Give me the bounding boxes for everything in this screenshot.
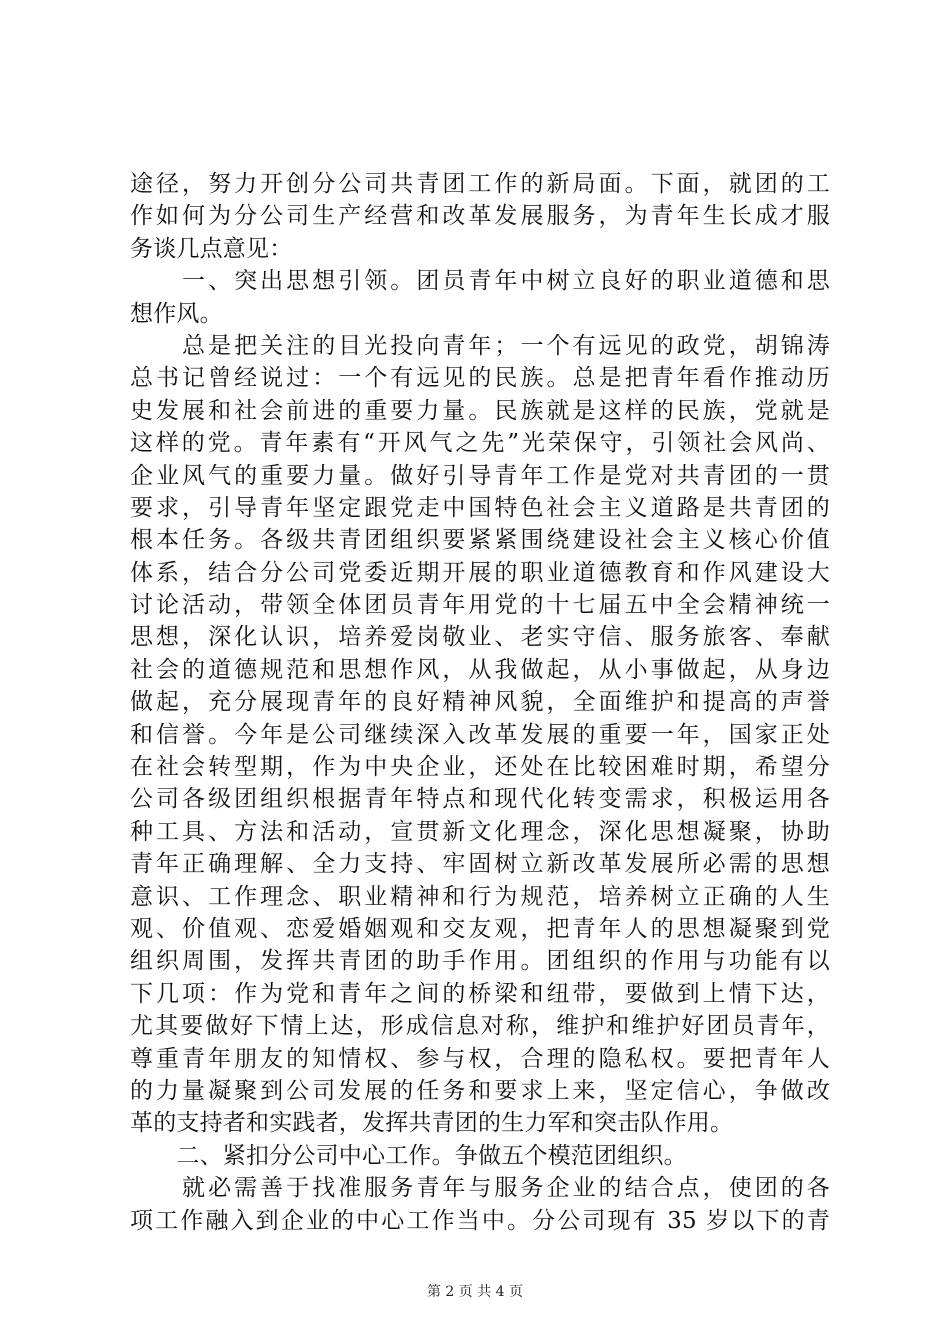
text-line: 尊重青年朋友的知情权、参与权，合理的隐私权。要把青年人 [130,1045,830,1072]
text-line: 就必需善于找准服务青年与服务企业的结合点，使团的各 [130,1175,830,1202]
page-footer: 第 2 页 共 4 页 [426,1284,524,1300]
text-line: 在社会转型期，作为中央企业，还处在比较困难时期，希望分 [130,754,830,781]
text-line: 尤其要做好下情上达，形成信息对称，维护和维护好团员青年， [130,1013,830,1040]
text-line: 讨论活动，带领全体团员青年用党的十七届五中全会精神统一 [130,592,830,619]
text-line: 要求，引导青年坚定跟党走中国特色社会主义道路是共青团的 [130,494,830,521]
text-line: 企业风气的重要力量。做好引导青年工作是党对共青团的一贯 [130,462,830,489]
body-text [130,168,830,1237]
text-line: 二、紧扣分公司中心工作。争做五个模范团组织。 [130,1142,687,1169]
text-line: 务谈几点意见： [130,235,293,262]
text-line: 项工作融入到企业的中心工作当中。分公司现有 35 岁以下的青 [130,1207,830,1234]
text-line: 总是把关注的目光投向青年；一个有远见的政党，胡锦涛 [130,332,830,359]
text-line: 青年正确理解、全力支持、牢固树立新改革发展所必需的思想 [130,851,830,878]
text-line: 的力量凝聚到公司发展的任务和要求上来，坚定信心，争做改 [130,1077,830,1104]
text-line: 途径，努力开创分公司共青团工作的新局面。下面，就团的工 [130,171,830,197]
text-line: 观、价值观、恋爱婚姻观和交友观，把青年人的思想凝聚到党 [130,915,830,942]
text-line: 组织周围，发挥共青团的助手作用。团组织的作用与功能有以 [130,948,830,975]
text-line: 做起，充分展现青年的良好精神风貌，全面维护和提高的声誉 [130,689,830,716]
text-line: 下几项：作为党和青年之间的桥梁和纽带，要做到上情下达， [130,980,830,1007]
text-line: 作如何为分公司生产经营和改革发展服务，为青年生长成才服 [130,203,830,230]
text-line: 社会的道德规范和思想作风，从我做起，从小事做起，从身边 [130,656,830,683]
text-line: 和信誉。今年是公司继续深入改革发展的重要一年，国家正处 [130,721,830,748]
text-line: 公司各级团组织根据青年特点和现代化转变需求，积极运用各 [130,786,830,813]
text-line: 意识、工作理念、职业精神和行为规范，培养树立正确的人生 [130,883,830,910]
text-line: 种工具、方法和活动，宣贯新文化理念，深化思想凝聚，协助 [130,818,830,845]
text-line: 总书记曾经说过：一个有远见的民族。总是把青年看作推动历 [130,365,830,392]
text-line: 一、突出思想引领。团员青年中树立良好的职业道德和思 [130,268,830,295]
text-line: 这样的党。青年素有“开风气之先”光荣保守，引领社会风尚、 [130,430,830,457]
text-line: 体系，结合分公司党委近期开展的职业道德教育和作风建设大 [130,559,830,586]
text-line: 根本任务。各级共青团组织要紧紧围绕建设社会主义核心价值 [130,527,830,554]
text-line: 史发展和社会前进的重要力量。民族就是这样的民族，党就是 [130,397,830,424]
text-line: 想作风。 [130,300,223,327]
text-line: 思想，深化认识，培养爱岗敬业、老实守信、服务旅客、奉献 [130,624,830,651]
text-line: 革的支持者和实践者，发挥共青团的生力军和突击队作用。 [130,1110,734,1137]
